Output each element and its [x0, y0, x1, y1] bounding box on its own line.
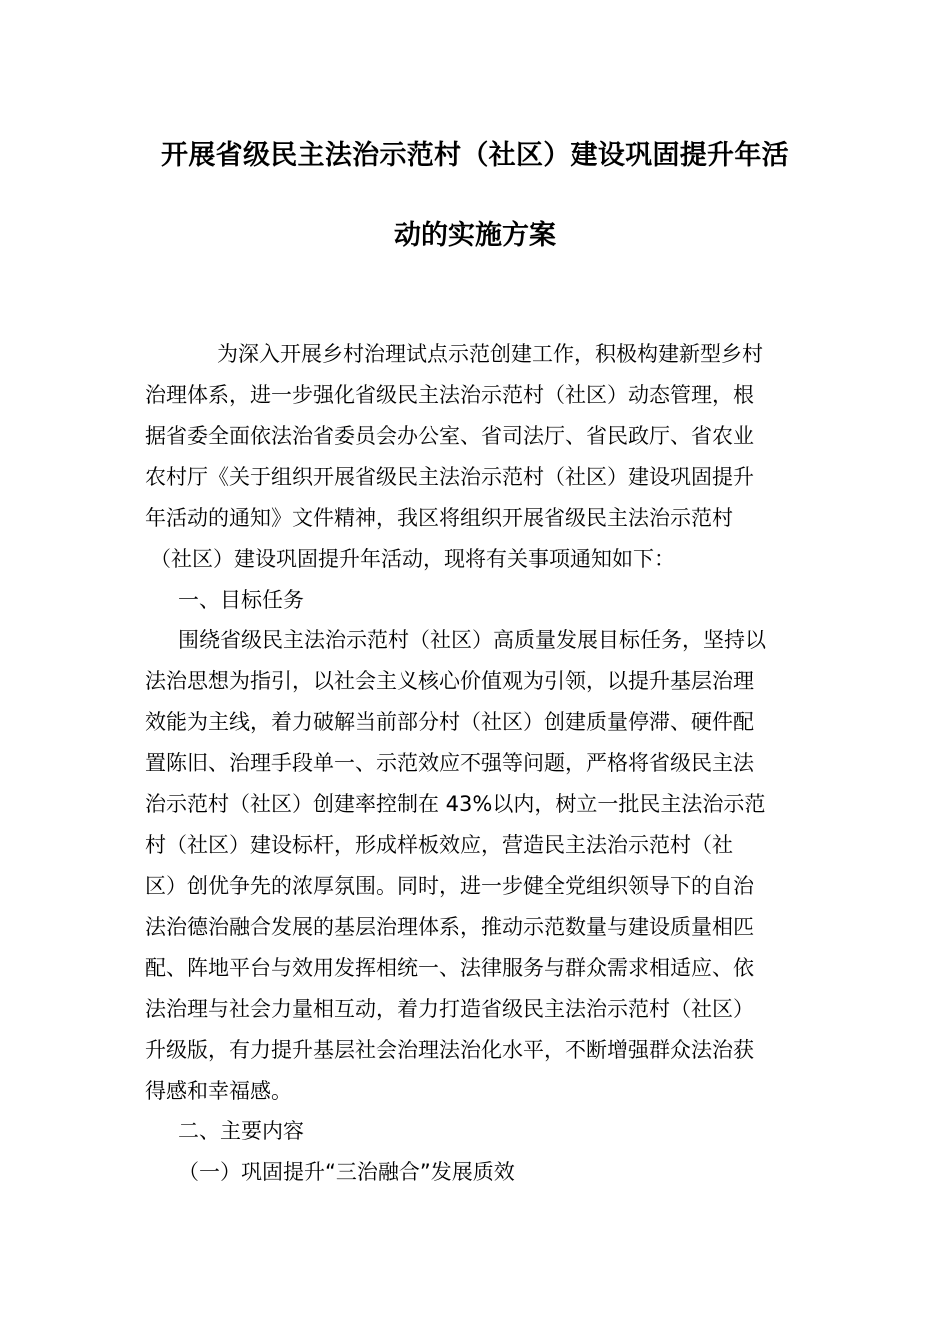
text-line: 得感和幸福感。	[145, 1079, 292, 1103]
text-line: 升级版，有力提升基层社会治理法治化水平，不断增强群众法治获	[145, 1038, 754, 1062]
text-line: 效能为主线，着力破解当前部分村（社区）创建质量停滞、硬件配	[145, 710, 754, 734]
intro-paragraph	[145, 334, 807, 580]
text-line: 治示范村（社区）创建率控制在 43%以内，树立一批民主法治示范	[145, 792, 766, 816]
section-heading-1	[145, 580, 807, 621]
text-line: 围绕省级民主法治示范村（社区）高质量发展目标任务，坚持以	[178, 628, 766, 652]
text-line: 农村厅《关于组织开展省级民主法治示范村（社区）建设巩固提升	[145, 465, 754, 489]
subsection-heading-text: （一）巩固提升“三治融合”发展质效	[178, 1160, 515, 1184]
section-heading-text: 二、主要内容	[178, 1119, 304, 1143]
goals-paragraph	[145, 620, 807, 1112]
text-line: 置陈旧、治理手段单一、示范效应不强等问题，严格将省级民主法	[145, 751, 754, 775]
document-title-line-1: 开展省级民主法治示范村（社区）建设巩固提升年活	[161, 140, 789, 171]
text-line: 村（社区）建设标杆，形成样板效应，营造民主法治示范村（社	[145, 833, 733, 857]
text-line: 据省委全面依法治省委员会办公室、省司法厅、省民政厅、省农业	[145, 424, 754, 448]
text-line: 法治德治融合发展的基层治理体系，推动示范数量与建设质量相匹	[145, 915, 754, 939]
text-line: 配、阵地平台与效用发挥相统一、法律服务与群众需求相适应、依	[145, 956, 754, 980]
text-line: 为深入开展乡村治理试点示范创建工作，积极构建新型乡村	[217, 342, 763, 366]
section-heading-text: 一、目标任务	[178, 588, 304, 612]
text-line: （社区）建设巩固提升年活动，现将有关事项通知如下：	[150, 547, 675, 571]
subsection-heading-1	[145, 1152, 807, 1193]
text-line: 法治理与社会力量相互动，着力打造省级民主法治示范村（社区）	[145, 997, 754, 1021]
document-title-line-2: 动的实施方案	[394, 220, 556, 251]
text-line: 治理体系，进一步强化省级民主法治示范村（社区）动态管理，根	[145, 383, 754, 407]
text-line: 区）创优争先的浓厚氛围。同时，进一步健全党组织领导下的自治	[145, 874, 754, 898]
text-line: 年活动的通知》文件精神，我区将组织开展省级民主法治示范村	[145, 506, 733, 530]
text-line: 法治思想为指引，以社会主义核心价值观为引领，以提升基层治理	[145, 669, 754, 693]
section-heading-2	[145, 1111, 807, 1152]
